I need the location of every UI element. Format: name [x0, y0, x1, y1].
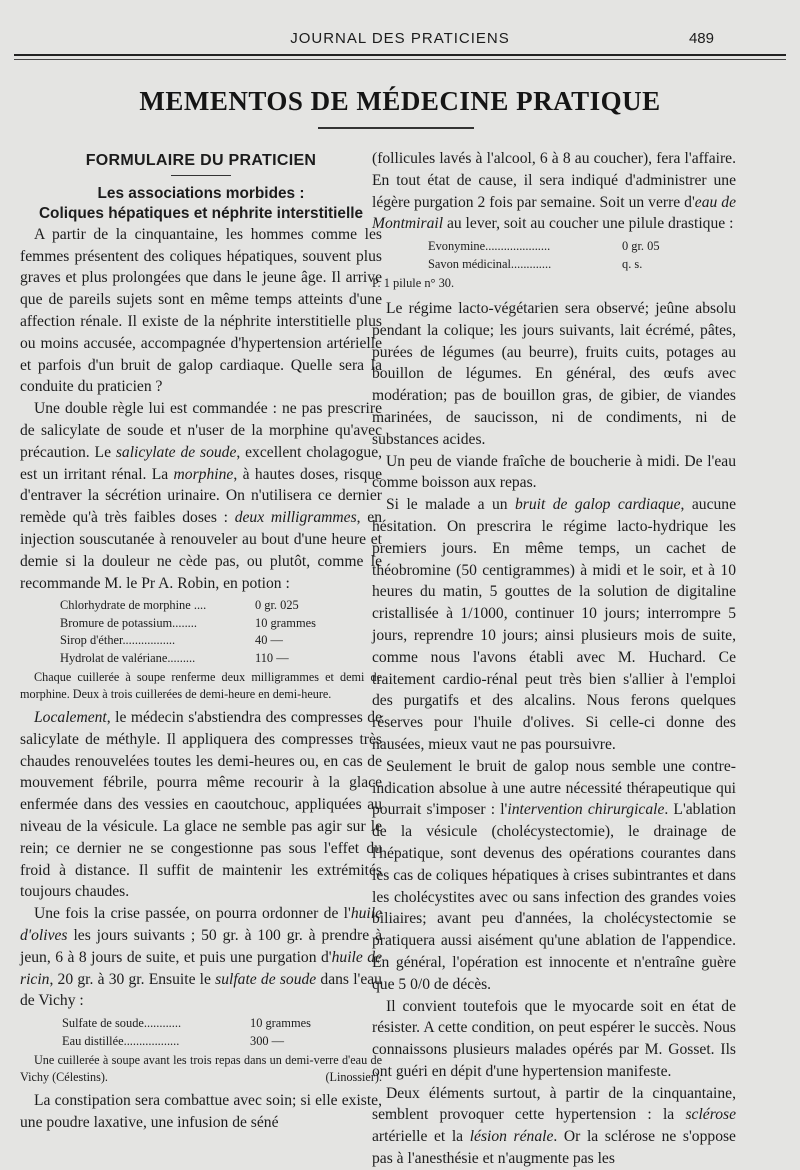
right-column [372, 148, 736, 1170]
prescription-row: Sulfate de soude............ 10 grammes [62, 1016, 311, 1031]
page-number: 489 [688, 30, 714, 47]
paragraph-6: (follicules lavés à l'alcool, 6 à 8 au coucher), fera l'affaire. En tout état de cause, il sera indiqué d'administrer une légère purgation 2 fois par semaine. Soit un verre d'eau de Montmirail au lever, soit au coucher une pilule drastique : [372, 150, 736, 233]
vichy-prescription [20, 1015, 382, 1050]
prescription-row: Bromure de potassium........ 10 grammes [60, 615, 316, 630]
prescription-row: Sirop d'éther................. 40 — [60, 633, 283, 648]
article-title-line-1: Les associations morbides : [97, 184, 305, 202]
prescription-row: Eau distillée.................. 300 — [62, 1033, 285, 1048]
left-column [20, 148, 382, 1134]
prescription-row: Hydrolat de valériane......... 110 — [60, 650, 289, 665]
paragraph-5: La constipation sera combattue avec soin; si elle existe, une poudre laxative, une infusion de séné [20, 1091, 382, 1131]
pilule-prescription [372, 238, 736, 273]
paragraph-8: Un peu de viande fraîche de boucherie à midi. De l'eau comme boisson aux repas. [372, 452, 736, 492]
potion-prescription [20, 597, 382, 667]
paragraph-9: Si le malade a un bruit de galop cardiaque, aucune hésitation. On prescrira le régime lacto-hydrique les premiers jours. En même temps, un cachet de théobromine (50 centigrammes) à midi et le soir, et à 10 heures du matin, 5 gouttes de la solution de digitaline cristallisée à 1/1000, continuer 10 jours; interrompre 5 jours, reprendre 10 jours; ainsi plusieurs mois de suite, comme nous l'avons établi avec M. Huchard. Ce traitement cardio-rénal peut très bien s'allier à l'emploi des purgatifs et des alcalins. Nous ferons quelques réserves pour l'huile d'olives. Si celle-ci donne des nausées, mieux vaut ne pas poursuivre. [372, 496, 737, 753]
paragraph-10: Seulement le bruit de galop nous semble une contre-indication absolue à une autre nécessité thérapeutique qui pourrait s'imposer : l'intervention chirurgicale. L'ablation de la vésicule (cholécystectomie), le drainage de l'hépatique, sont devenus des opérations courantes dans les cas de coliques hépatiques à crises subintrantes et dans les cholécystites avec ou sans infection des grandes voies biliaires; avant peu d'années, la cholécystectomie se pratiquera aussi aisément qu'une ablation de l'appendice. En général, l'opération est innocente et n'entraîne guère que 5 0/0 de décès. [372, 757, 736, 993]
prescription-row: Chlorhydrate de morphine .... 0 gr. 025 [60, 598, 299, 613]
running-header [0, 28, 800, 50]
formulaire-heading: FORMULAIRE DU PRATICIEN [85, 152, 317, 169]
header-rule-thin [14, 59, 786, 60]
paragraph-4: Une fois la crise passée, on pourra ordonner de l'huile d'olives les jours suivants ; 50 gr. à 100 gr. à prendre à jeun, 6 à 8 jours de suite, et puis une purgation d'huile de ricin, 20 gr. à 30 gr. Ensuite le sulfate de soude dans l'eau de Vichy : [20, 905, 382, 1010]
prescription-row: Evonymine..................... 0 gr. 05 [428, 239, 660, 254]
potion-note: Chaque cuillerée à soupe renferme deux milligrammes et demi de morphine. Deux à trois cuillerées de demi-heure en demi-heure. [20, 669, 382, 701]
paragraph-7: Le régime lacto-végétarien sera observé; jeûne absolu pendant la colique; les jours suivants, lait écrémé, pâtes, purées de légumes (au beurre), fruits cuits, potages au bouillon de légumes. En général, des œufs avec modération; pas de bouillon gras, de gibier, de viandes marinées, de saucisson, ni de condiments, ni de substances acides. [372, 300, 736, 448]
section-title-rule [318, 127, 474, 129]
paragraph-12: Deux éléments surtout, à partir de la cinquantaine, semblent provoquer cette hypertension : la sclérose artérielle et la lésion rénale. Or la sclérose ne s'oppose pas à l'anesthésie et n'augmente pas les [372, 1084, 736, 1168]
header-rule [14, 54, 786, 56]
paragraph-3: Localement, le médecin s'abstiendra des compresses de salicylate de méthyle. Il appliquera des compresses très chaudes renouvelées toutes les demi-heures ou, en cas de mouvement fébrile, pourra même recourir à la glace enfermée dans des vessies en caoutchouc, appliquées au niveau de la vésicule. La glace ne semble pas agir sur le rein; ce dernier ne se congestionne pas sous l'effet du froid à distance. Il suffit de maintenir les extrémités toujours chaudes. [20, 708, 382, 901]
formulaire-rule [171, 175, 231, 176]
pilule-dosage: P. 1 pilule n° 30. [372, 276, 455, 290]
vichy-note: Une cuillerée à soupe avant les trois repas dans un demi-verre d'eau de Vichy (Célestins). (Linossier). [20, 1052, 382, 1084]
paragraph-1: A partir de la cinquantaine, les hommes comme les femmes présentent des coliques hépatiques, souvent plus graves et plus prolongées que dans le jeune âge. Il arrive que de pareils sujets sont en même temps atteints d'une affection rénale. Il existe de la néphrite interstitielle plus ou moins accusée, accompagnée d'hypertension artérielle et parfois d'un bruit de galop cardiaque. Quelle sera la conduite du praticien ? [20, 225, 382, 396]
prescription-row: Savon médicinal............. q. s. [428, 256, 643, 271]
note-author: (Linossier). [325, 1069, 382, 1084]
journal-title: JOURNAL DES PRATICIENS [290, 30, 510, 47]
paragraph-2: Une double règle lui est commandée : ne pas prescrire de salicylate de soude et n'user de la morphine qu'avec précaution. Le salicylate de soude, excellent cholagogue, est un irritant rénal. La morphine, à hautes doses, risque d'entraver la sécrétion urinaire. On n'utilisera ce dernier remède qu'à très faibles doses : deux milligrammes, en injection souscutanée à renouveler au bout d'une heure et demie si la douleur ne cède pas, ou plutôt, comme le recommande M. le Pr A. Robin, en potion : [20, 400, 383, 592]
paragraph-11: Il convient toutefois que le myocarde soit en état de résister. A cette condition, on peut espérer le succès. Nous connaissons plusieurs malades opérés par M. Gosset. Ils ont guéri en dépit d'une hypertension manifeste. [372, 997, 736, 1080]
article-title-line-2: Coliques hépatiques et néphrite interstitielle [38, 204, 364, 222]
section-title: MEMENTOS DE MÉDECINE PRATIQUE [139, 86, 661, 116]
